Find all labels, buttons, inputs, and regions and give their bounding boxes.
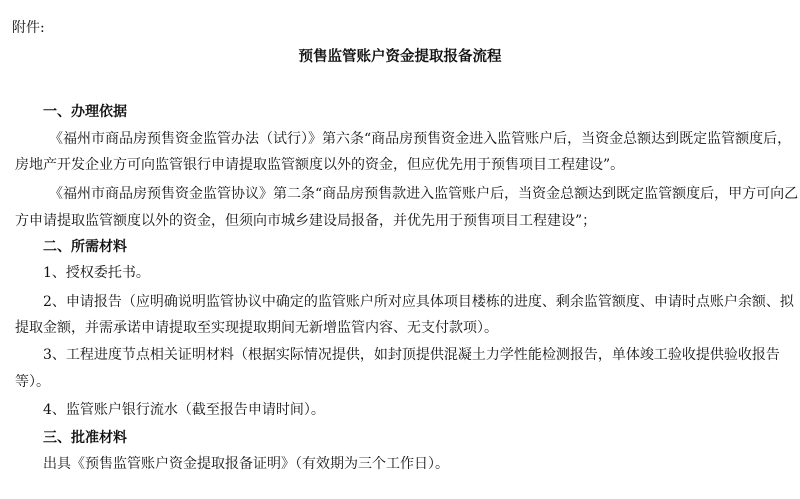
material-item-3-line-1: 3、工程进度节点相关证明材料（根据实际情况提供，如封顶提供混凝土力学性能检测报告，单体竣工验收提供验收报告 — [43, 347, 780, 363]
section-heading-approval: 三、批准材料 — [43, 430, 127, 446]
material-item-3-line-2: 等）。 — [15, 374, 50, 390]
section-heading-materials: 二、所需材料 — [43, 239, 127, 255]
material-item-1: 1、授权委托书。 — [43, 265, 150, 281]
material-item-4: 4、监管账户银行流水（截至报告申请时间）。 — [43, 402, 325, 418]
material-item-2-line-2: 提取金额，并需承诺申请提取至实现提取期间无新增监管内容、无支付款项）。 — [15, 320, 498, 336]
attachment-label: 附件: — [12, 20, 45, 36]
material-item-2-line-1: 2、申请报告（应明确说明监管协议中确定的监管账户所对应具体项目楼栋的进度、剩余监管额度、申请时点账户余额、拟 — [43, 294, 794, 310]
basis-para-2-line-1: 《福州市商品房预售资金监管协议》第二条“商品房预售款进入监管账户后，当资金总额达到既定监管额度后，甲方可向乙 — [49, 186, 799, 202]
basis-para-1-line-1: 《福州市商品房预售资金监管办法（试行）》第六条“商品房预售资金进入监管账户后，当资金总额达到既定监管额度后， — [49, 131, 792, 147]
basis-para-2-line-2: 方申请提取监管额度以外的资金，但须向市城乡建设局报备，并优先用于预售项目工程建设”； — [15, 213, 597, 229]
section-heading-basis: 一、办理依据 — [43, 104, 127, 120]
document-title: 预售监管账户资金提取报备流程 — [298, 48, 502, 65]
approval-text: 出具《预售监管账户资金提取报备证明》（有效期为三个工作日）。 — [43, 456, 449, 472]
basis-para-1-line-2: 房地产开发企业方可向监管银行申请提取监管额度以外的资金，但应优先用于预售项目工程建设”。 — [15, 157, 625, 173]
